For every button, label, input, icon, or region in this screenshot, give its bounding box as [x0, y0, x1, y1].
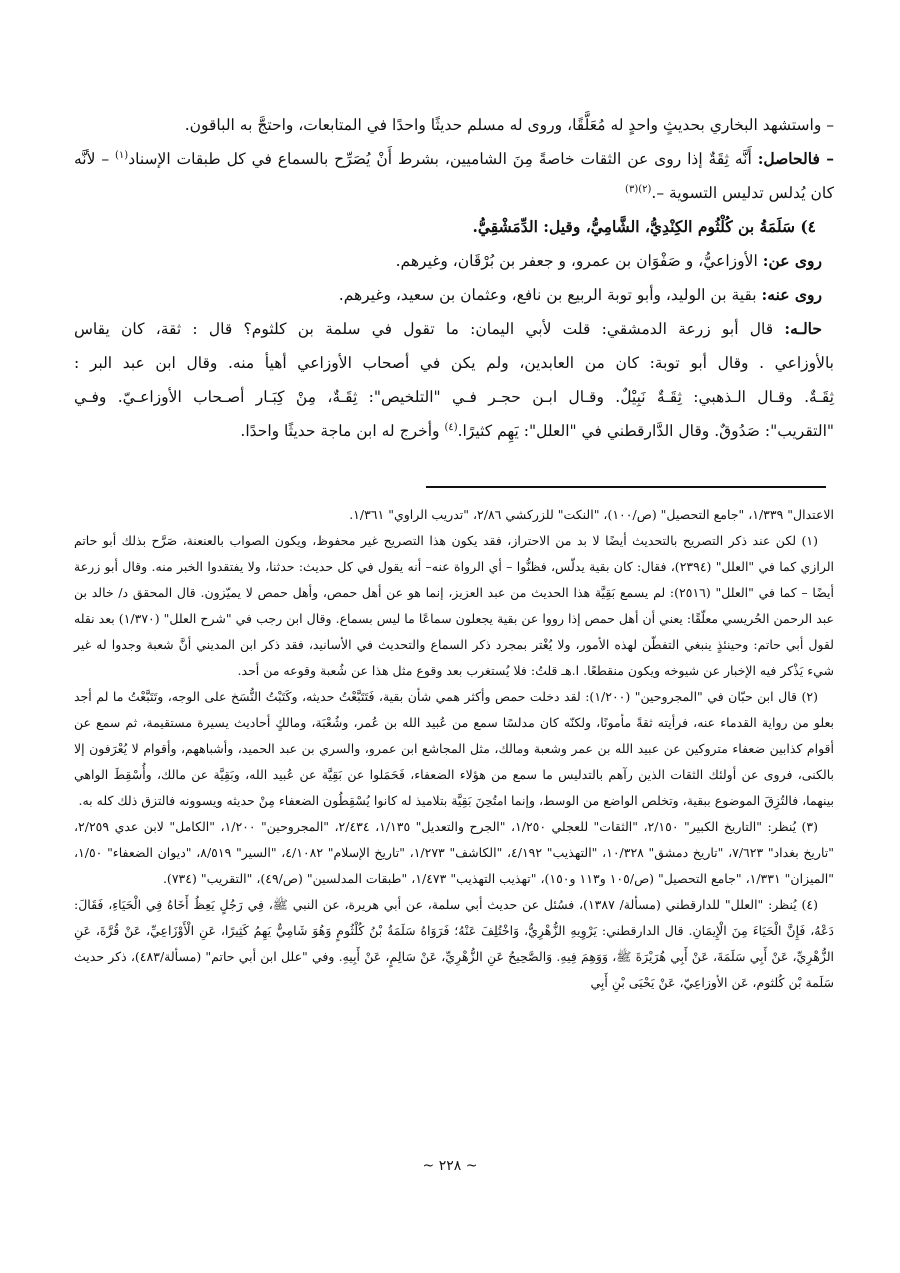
narrated-by-label: روى عنه:	[761, 285, 822, 304]
narrated-from-text: الأوزاعيُّ، و صَفْوَان بن عمرو، و جعفر بن بُرْقَان، وغيرهم.	[395, 252, 763, 270]
conclusion-text: أَنَّه ثِقَةٌ إذا روى عن الثقات خاصةً مِنَ الشاميين، بشرط أَنْ يُصَرِّح بالسماع في كل طبقات الإسناد	[128, 150, 758, 168]
conclusion-text-end: – لأنَّه كان يُدلس تدليس التسوية –.	[74, 150, 834, 202]
status-label: حالـه:	[784, 319, 822, 338]
footnote-ref-2-3: (٢)(٣)	[625, 183, 652, 195]
paragraph-status-line-1	[74, 312, 834, 346]
narrated-by-text: بقية بن الوليد، وأبو توبة الربيع بن نافع، وعثمان بن سعيد، وغيرهم.	[338, 286, 762, 304]
footnote-4: (٤) يُنظر: "العلل" للدارقطني (مسألة/ ١٣٨٧)، فسُئل عن حديث أبي سلمة، عن أبي هريرة، عن النبي ﷺ، فِي رَجُلٍ يَعِظُ أَخَاهُ فِي الْحَيَاءِ، فَقَالَ: دَعْهُ، فَإِنَّ الْحَيَاءَ مِنَ الْإِيمَانِ. قال الدارقطني: يَرْوِيهِ الزُّهْرِيُّ، وَاخْتُلِفَ عَنْهُ؛ فَرَوَاهُ سَلَمَةُ بْنُ كُلْثُومٍ وَهُوَ شَامِيٌّ يَهِمُ كَثِيرًا، عَنِ الْأَوْزَاعِيِّ، عَنْ قُرَّةَ، عَنِ الزُّهْرِيِّ، عَنْ أَبِي سَلَمَةَ، عَنْ أَبِي هُرَيْرَةَ ﷺ، وَوَهِمَ فِيهِ. وَالصَّحِيحُ عَنِ الزُّهْرِيِّ، عَنْ سَالِمٍ، عَنْ أَبِيهِ. وفي "علل ابن أبي حاتم" (مسألة/٤٨٣)، ذكر حديث سَلَمة بْن كُلثوم، عَن الأوزاعِيّ، عَنْ يَحْيَى بْنِ أَبِي	[74, 897, 834, 990]
conclusion-label: – فالحاصل:	[757, 149, 834, 168]
paragraph-status-line-3	[74, 380, 834, 414]
status-text-4-end: وأخرج له ابن ماجة حديثًا واحدًا.	[240, 422, 445, 440]
status-text-2: بالأوزاعي . وقال أبو توبة: كان من العابدين، ولم يكن في أصحاب الأوزاعي أهيأ منه. وقال ابن عبد البر :	[74, 354, 834, 372]
footnote-2: (٢) قال ابن حبّان في "المجروحين" (١/٢٠٠): لقد دخلت حمص وأكثر همي شأن بقية، فَتَتَبَّعْتُ حديثه، وكَتَبْتُ النُّسَخ على الوجه، وتَتَبَّعْتُ ما لم أجد بعلو من رواية القدماء عنه، فرأيته ثقةً مأمونًا، ولكنّه كان مدلسًا سمع من عُبيد الله بن عُمر، وشُعْبَة، ومالكٍ أحاديث يسيرة مستقيمة، ثم سمع عن أقوام كذابين ضعفاء متروكين عن عبيد الله بن عمر وشعبة ومالك، مثل المجاشع ابن عمرو، والسري بن عبد الحميد، وأشباههم، وأقوام لا يُعْرَفون إلا بالكنى، فروى عن أولئك الثقات الذين رآهم بالتدليس ما سمع من هؤلاء الضعفاء، فَحَمَلوا عن بَقِيَّة عن عُبيد الله، وبَقِيَّة عن مالك، وأُسْقِطَ الواهي بينهما، فالتُزِقَ الموضوع ببقية، وتخلص الواضع من الوسط، وإنما امتُحِنَ بَقِيَّة بتلاميذ له كانوا يُسْقِطُون الضعفاء مِنْ حديثه ويسوونه فالتزق ذلك كله به.	[74, 689, 834, 808]
narrated-from-label: روى عن:	[762, 251, 822, 270]
footnote-3: (٣) يُنظر: "التاريخ الكبير" ٢/١٥٠، "الثقات" للعجلي ١/٢٥٠، "الجرح والتعديل" ١/١٣٥، ٢/٤٣٤، "المجروحين" ١/٢٠٠، "الكامل" لابن عدي ٢/٢٥٩، "تاريخ بغداد" ٧/٦٢٣، "تاريخ دمشق" ١٠/٣٢٨، "التهذيب" ٤/١٩٢، "الكاشف" ١/٢٧٣، "تاريخ الإسلام" ٤/١٠٨٢، "السير" ٨/٥١٩، "ديوان الضعفاء" ١/٥٠، "الميزان" ١/٣٣١، "جامع التحصيل" (ص/١٠٥ و١١٣ و١٥٠)، "تهذيب التهذيب" ١/٤٧٣، "طبقات المدلسين" (ص/٤٩)، "التقريب" (٧٣٤).	[74, 819, 834, 886]
footnote-ref-4: (٤)	[444, 421, 458, 433]
footnote-ref-1: (١)	[115, 149, 129, 161]
paragraph-conclusion	[74, 142, 834, 210]
paragraph-narrated-by	[74, 278, 834, 312]
main-text	[74, 108, 834, 448]
status-text-4: "التقريب": صَدُوقٌ. وقال الدَّارقطني في "العلل": يَهِم كثيرًا.	[457, 422, 834, 440]
footnote-1: (١) لكن عند ذكر التصريح بالتحديث أيضًا لا بد من الاحتراز، فقد يكون هذا التصريح غير محفوظ، ويكون الصواب بالعنعنة، صَرَّح بذلك أبو حاتم الرازي كما في "العلل" (٢٣٩٤)، فقال: كان بقية يدلّس، فظنُّوا – أي الرواة عنه– أنه يقول في كل حديث: حدثنا، ولا يفتقدوا الخبر منه. وقال أبو زرعة أيضًا – كما في "العلل" (٢٥١٦): لم يسمع بَقِيَّة هذا الحديث من عبد العزيز، إنما هو عن أهل حمص، وأهل حمص لا يميّزون. قال المحقق د/ خالد بن عبد الرحمن الحُريسي معلّقًا: يعني أن أهل حمص إذا رووا عن بقية يجعلون سماعًا ما ليس بسماع. وقال ابن رجب في "شرح العلل" (١/٣٧٠) بعد نقله لقول أبي حاتم: وحينئذٍ ينبغي التفطّن لهذه الأمور، ولا يُغْتر بمجرد ذكر السماع والتحديث في الأسانيد، فقد ذكر ابن المديني أنَّ شعبة وجدوا له غير شيء يَذْكر فيه الإخبار عن شيوخه ويكون منقطعًا. ا.هـ قلتُ: فلا يُستغرب بعد وقوع مثل هذا عن شُعبة وقوعه من أحد.	[74, 533, 835, 678]
status-text-3: ثِقَـةٌ. وقـال الـذهبي: ثِقَـةٌ نَبِيْلٌ. وقـال ابـن حجـر فـي "التلخيص": ثِقَـةٌ، مِنْ كِبَـار أصـحاب الأوزاعـيّ. وفـي	[74, 388, 834, 406]
footnote-divider	[426, 486, 826, 488]
page-number: ~ ٢٢٨ ~	[422, 1158, 478, 1174]
paragraph-status-line-2	[74, 346, 834, 380]
main-body	[74, 108, 834, 448]
text-line: – واستشهد البخاري بحديثٍ واحدٍ له مُعَلَّقًا، وروى له مسلم حديثًا واحدًا في المتابعات، واحتجَّ به الباقون.	[184, 116, 834, 134]
paragraph-narrated-from	[74, 244, 834, 278]
footnote-continuation: الاعتدال" ١/٣٣٩، "جامع التحصيل" (ص/١٠٠)، "النكت" للزركشي ٢/٨٦، "تدريب الراوي" ١/٣٦١.	[349, 507, 834, 522]
entry-title: ٤) سَلَمَةُ بن كُلْثُوم الكِنْدِيُّ، الشَّامِيُّ، وقيل: الدِّمَشْقِيُّ.	[472, 217, 816, 236]
paragraph-bukhari-muslim	[74, 108, 834, 142]
paragraph-status-line-4	[74, 414, 834, 448]
status-text-1: قال أبو زرعة الدمشقي: قلت لأبي اليمان: ما تقول في سلمة بن كلثوم؟ قال : ثقة، كان يقاس	[74, 320, 785, 338]
footnotes	[74, 502, 834, 996]
